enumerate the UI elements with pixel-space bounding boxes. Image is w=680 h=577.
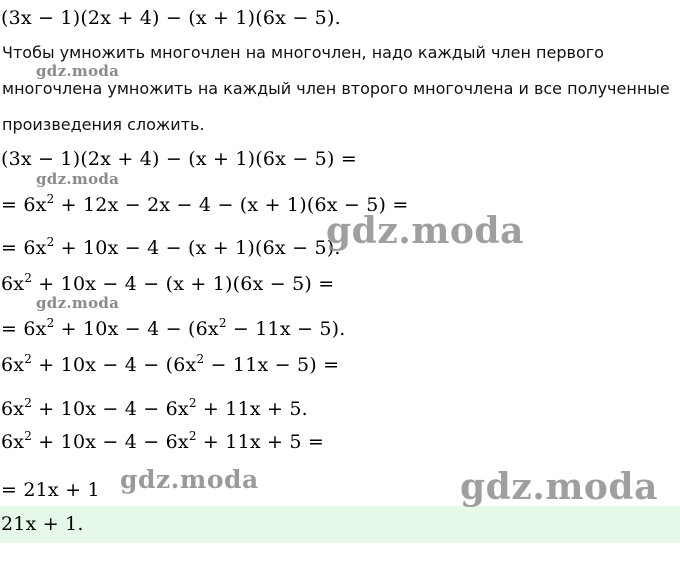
expression-segment: 6x: [1, 431, 25, 453]
expression-segment: = 6x: [1, 318, 47, 340]
step-line-8: [1, 430, 324, 454]
expression-segment: − 11x − 5) =: [204, 354, 340, 376]
watermark-3: gdz.moda: [36, 294, 120, 312]
expression-segment: + 10x − 4 − (6x: [32, 354, 197, 376]
expression-segment: + 10x − 4 − (x + 1)(6x − 5) =: [32, 273, 335, 295]
expression-segment: + 10x − 4 − 6x: [32, 398, 189, 420]
watermark-1: gdz.moda: [36, 62, 120, 80]
exponent: 2: [46, 192, 55, 206]
expression-segment: + 11x + 5 =: [196, 431, 325, 453]
exponent: 2: [24, 271, 33, 285]
expression-segment: = 6x: [1, 194, 47, 216]
expression-segment: − 11x − 5).: [226, 318, 346, 340]
watermark-4: gdz.moda: [326, 210, 524, 252]
expression-segment: (3x − 1)(2x + 4) − (x + 1)(6x − 5).: [1, 7, 341, 29]
step-line-6: [1, 353, 339, 377]
expression-segment: 21x + 1.: [1, 513, 84, 535]
expression-segment: = 6x: [1, 237, 47, 259]
exponent: 2: [188, 396, 197, 410]
expression-segment: 6x: [1, 273, 25, 295]
expression-segment: + 10x − 4 − (6x: [54, 318, 219, 340]
step-line-5: [1, 317, 346, 341]
watermark-2: gdz.moda: [36, 170, 120, 188]
expression-segment: + 10x − 4 − 6x: [32, 431, 189, 453]
step-line-4: [1, 272, 334, 296]
exponent: 2: [218, 316, 227, 330]
expression-segment: (3x − 1)(2x + 4) − (x + 1)(6x − 5) =: [1, 148, 357, 170]
expression-segment: + 11x + 5.: [196, 398, 308, 420]
expression-segment: + 10x − 4 − (x + 1)(6x − 5).: [54, 237, 341, 259]
step-line-3: [1, 236, 341, 260]
watermark-5: gdz.moda: [120, 465, 259, 494]
rule-text-line-3: произведения сложить.: [2, 115, 205, 134]
step-line-1: [1, 147, 357, 171]
exponent: 2: [196, 352, 205, 366]
expression-segment: + 12x − 2x − 4 − (x + 1)(6x − 5) =: [54, 194, 409, 216]
watermark-6: gdz.moda: [460, 466, 658, 508]
expression-segment: 6x: [1, 354, 25, 376]
answer-highlight: [0, 506, 680, 543]
exponent: 2: [24, 396, 33, 410]
problem-expression: [1, 6, 341, 30]
step-line-9: [1, 478, 100, 502]
exponent: 2: [46, 316, 55, 330]
rule-text-line-1: Чтобы умножить многочлен на многочлен, надо каждый член первого: [2, 43, 604, 62]
step-line-7: [1, 397, 308, 421]
expression-segment: = 21x + 1: [1, 479, 100, 501]
rule-text-line-2: многочлена умножить на каждый член второго многочлена и все полученные: [2, 79, 670, 98]
exponent: 2: [24, 429, 33, 443]
expression-segment: 6x: [1, 398, 25, 420]
exponent: 2: [188, 429, 197, 443]
final-answer: [1, 512, 84, 536]
exponent: 2: [24, 352, 33, 366]
exponent: 2: [46, 235, 55, 249]
